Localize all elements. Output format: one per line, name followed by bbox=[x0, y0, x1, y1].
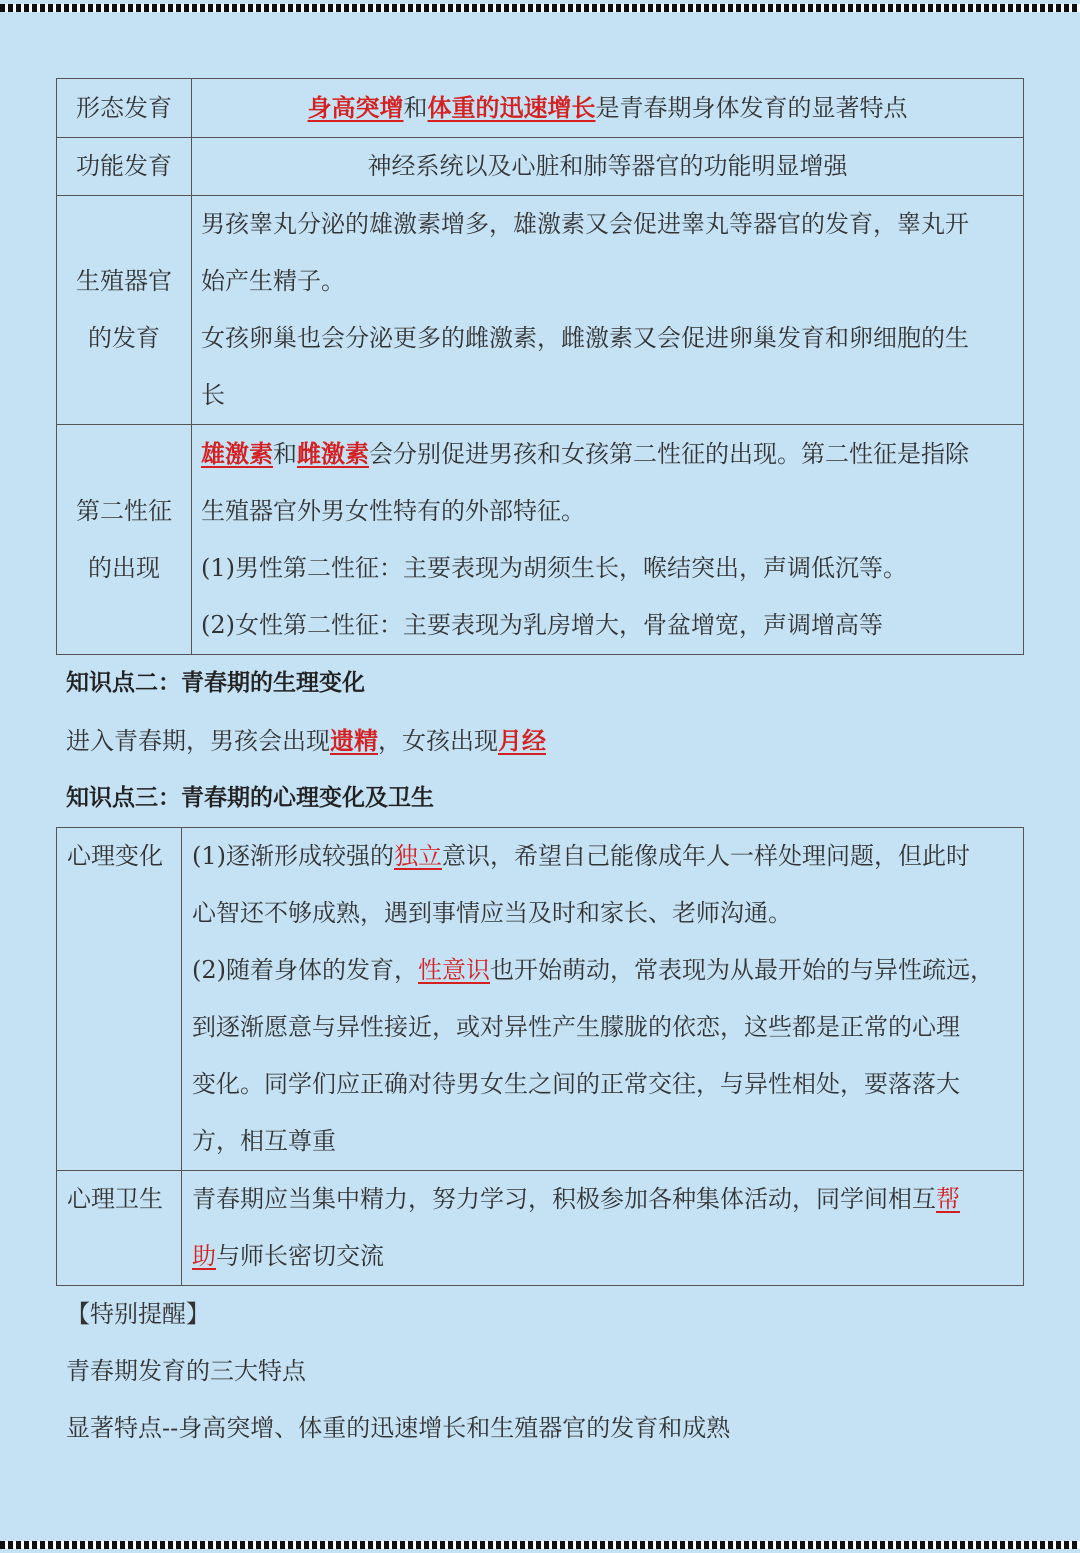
document-content bbox=[56, 78, 1024, 1457]
puberty-development-table bbox=[56, 78, 1024, 655]
text-fragment: 青春期应当集中精力，努力学习，积极参加各种集体活动，同学间相互 bbox=[192, 1185, 936, 1213]
key-term: 帮 bbox=[936, 1185, 960, 1213]
key-term: 体重的迅速增长 bbox=[427, 93, 596, 122]
key-term: 雄激素 bbox=[201, 439, 273, 468]
label-line: 的发育 bbox=[88, 324, 160, 352]
key-term: 性意识 bbox=[418, 956, 490, 984]
key-term: 雌激素 bbox=[297, 439, 369, 468]
text-fragment: (1)逐渐形成较强的 bbox=[192, 842, 394, 870]
content-line: 生殖器官外男女性特有的外部特征。 bbox=[201, 497, 585, 525]
key-term: 独立 bbox=[394, 842, 442, 870]
label-line: 第二性征 bbox=[76, 496, 172, 525]
row-content bbox=[182, 828, 1024, 1171]
row-label: 心理卫生 bbox=[57, 1171, 182, 1286]
section-heading: 知识点三：青春期的心理变化及卫生 bbox=[66, 785, 434, 811]
table-row bbox=[57, 196, 1024, 425]
content-line: (2)女性第二性征：主要表现为乳房增大，骨盆增宽，声调增高等 bbox=[201, 611, 883, 639]
text-fragment: 是青春期身体发育的显著特点 bbox=[595, 94, 908, 122]
content-line: 男孩睾丸分泌的雄激素增多，雄激素又会促进睾丸等器官的发育，睾丸开 bbox=[201, 210, 969, 238]
row-label: 形态发育 bbox=[57, 79, 192, 138]
text-fragment: 进入青春期，男孩会出现 bbox=[66, 727, 330, 755]
text-fragment: 会分别促进男孩和女孩第二性征的出现。第二性征是指除 bbox=[369, 440, 969, 468]
label-line: 的出现 bbox=[88, 553, 160, 582]
table-row bbox=[57, 138, 1024, 196]
text-fragment: ，女孩出现 bbox=[378, 727, 498, 755]
content-line: 变化。同学们应正确对待男女生之间的正常交往，与异性相处，要落落大 bbox=[192, 1070, 960, 1098]
row-content bbox=[182, 1171, 1024, 1286]
row-label: 功能发育 bbox=[57, 138, 192, 196]
row-label bbox=[57, 196, 192, 425]
label-line: 生殖器官 bbox=[76, 267, 172, 295]
content-line: 心智还不够成熟，遇到事情应当及时和家长、老师沟通。 bbox=[192, 899, 792, 927]
section-heading: 知识点二：青春期的生理变化 bbox=[66, 670, 365, 696]
bottom-dotted-border bbox=[0, 1541, 1080, 1549]
table-row bbox=[57, 1171, 1024, 1286]
text-fragment: 与师长密切交流 bbox=[216, 1242, 384, 1270]
reminder-line: 青春期发育的三大特点 bbox=[66, 1357, 306, 1385]
key-term: 助 bbox=[192, 1242, 216, 1270]
row-label bbox=[57, 425, 192, 655]
text-fragment: 和 bbox=[403, 94, 428, 122]
content-line bbox=[192, 828, 1013, 885]
row-content bbox=[192, 196, 1024, 425]
key-term: 身高突增 bbox=[307, 93, 404, 122]
table-row bbox=[57, 425, 1024, 655]
content-line bbox=[192, 942, 1013, 999]
key-term: 月经 bbox=[498, 726, 546, 755]
reminder-line: 显著特点--身高突增、体重的迅速增长和生殖器官的发育和成熟 bbox=[66, 1414, 731, 1442]
table-row bbox=[57, 79, 1024, 138]
table-row bbox=[57, 828, 1024, 1171]
key-term: 遗精 bbox=[330, 726, 378, 755]
text-fragment: (2)随着身体的发育， bbox=[192, 956, 418, 984]
reminder-title: 【特别提醒】 bbox=[66, 1300, 210, 1328]
content-line bbox=[192, 1228, 1013, 1285]
content-line: (1)男性第二性征：主要表现为胡须生长，喉结突出，声调低沉等。 bbox=[201, 554, 907, 582]
content-line bbox=[201, 425, 1014, 483]
content-line: 长 bbox=[201, 381, 225, 409]
content-line: 始产生精子。 bbox=[201, 267, 345, 295]
text-fragment: 也开始萌动，常表现为从最开始的与异性疏远， bbox=[490, 956, 994, 984]
content-line: 方，相互尊重 bbox=[192, 1127, 336, 1155]
row-label: 心理变化 bbox=[57, 828, 182, 1171]
psychology-table bbox=[56, 827, 1024, 1286]
text-fragment: 和 bbox=[273, 440, 297, 468]
content-line bbox=[192, 1171, 1013, 1228]
content-line: 到逐渐愿意与异性接近，或对异性产生朦胧的依恋，这些都是正常的心理 bbox=[192, 1013, 960, 1041]
row-content bbox=[192, 425, 1024, 655]
text-fragment: 意识，希望自己能像成年人一样处理问题，但此时 bbox=[442, 842, 970, 870]
row-content: 神经系统以及心脏和肺等器官的功能明显增强 bbox=[192, 138, 1024, 196]
content-line: 女孩卵巢也会分泌更多的雌激素，雌激素又会促进卵巢发育和卵细胞的生 bbox=[201, 324, 969, 352]
row-content bbox=[192, 79, 1024, 138]
section-paragraph bbox=[56, 712, 1024, 770]
top-dotted-border bbox=[0, 4, 1080, 12]
